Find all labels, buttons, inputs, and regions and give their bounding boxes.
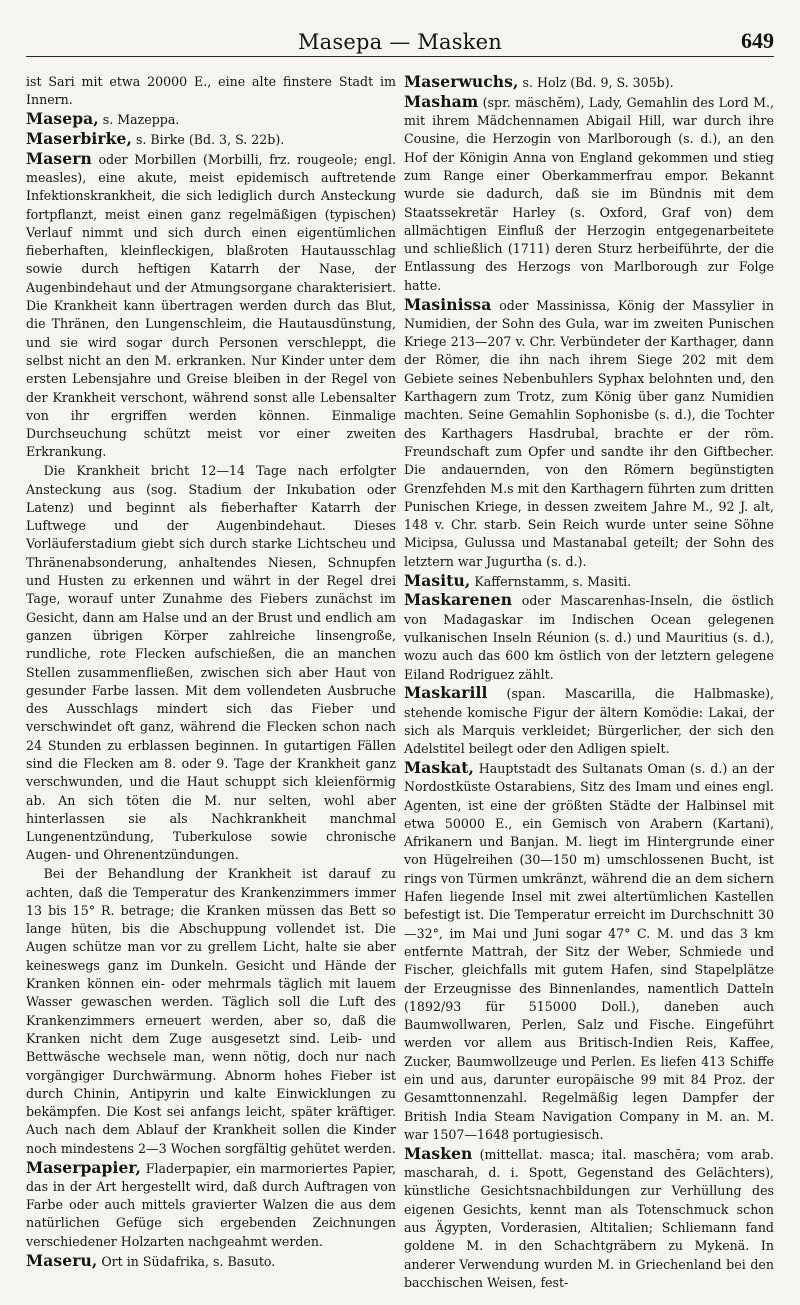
entry-text: s. Holz (Bd. 9, S. 305b). <box>518 75 674 90</box>
entry-headword: Maskat, <box>404 757 474 777</box>
entry-headword: Maserwuchs, <box>404 72 519 91</box>
entry-text: (span. Mascarilla, die Halbmaske), stehende komische Figur der ältern Komödie: Lakai, der sich als Marquis verkleidet; Bürgerlicher, der sich den Adelstitel beilegt oder den Adligen spielt. <box>404 686 774 757</box>
text-columns <box>26 73 774 1292</box>
entry-text: (spr. mäschĕm), Lady, Gemahlin des Lord M., mit ihrem Mädchennamen Abigail Hill, war durch ihre Cousine, die Herzogin von Marlborough (s. d.), an den Hof der Königin Anna von England gekommen und stieg zum Range einer Oberkammerfrau empor. Bekannt wurde sie dadurch, daß sie im Bündnis mit dem Staatssekretär Harley (s. Oxford, Graf von) dem allmächtigen Einfluß der Herzogin entgegenarbeitete und schließlich (1711) deren Sturz herbeiführte, der die Entlassung des Herzogs von Marlborough zur Folge hatte. <box>404 94 774 293</box>
page-header <box>26 12 774 57</box>
entry-text: s. Birke (Bd. 3, S. 22b). <box>131 131 285 147</box>
entry-text: Kaffernstamm, s. Masiti. <box>470 573 632 589</box>
entry-text: Ort in Südafrika, s. Basuto. <box>97 1253 276 1269</box>
entry-text: Bei der Behandlung der Krankheit ist darauf zu achten, daß die Temperatur des Krankenzimmers immer 13 bis 15° R. betrage; die Kranken müssen das Bett so lange hüten, bis die Abschuppung vollendet ist. Die Augen schütze man vor zu grellem Licht, halte sie aber keineswegs ganz im Dunkeln. Gesicht und Hände der Kranken können ein- oder mehrmals täglich mit lauem Wasser gewaschen werden. Täglich soll die Luft des Krankenzimmers erneuert werden, aber so, daß die Kranken nicht dem Zuge ausgesetzt sind. Leib- und Bettwäsche wechsele man, wenn nötig, doch nur nach vorgängiger Durchwärmung. Abnorm hohes Fieber ist durch Chinin, Antipyrin und kalte Einwicklungen zu bekämpfen. Die Kost sei anfangs leicht, später kräftiger. Auch nach dem Ablauf der Krankheit sollen die Kinder noch mindestens 2—3 Wochen sorgfältig gehütet werden. <box>26 866 396 1156</box>
dictionary-entry <box>26 150 396 462</box>
dictionary-entry <box>404 1145 774 1292</box>
page-number: 649 <box>741 28 774 53</box>
dictionary-entry <box>404 591 774 683</box>
entry-text: oder Mascarenhas-Inseln, die östlich von Madagaskar im Indischen Ocean gelegenen vulkanischen Inseln Réunion (s. d.) und Mauritius (s. d.), wozu auch das 600 km östlich von der letztern gelegene Eiland Rodriguez zählt. <box>404 593 774 682</box>
entry-text: (mittellat. masca; ital. maschĕra; vom arab. mascharah, d. i. Spott, Gegenstand des Gelächters), künstliche Gesichtsnachbildungen zur Verhüllung des eigenen Gesichts, kennt man als Totenschmuck schon aus Ägypten, Vorderasien, Altitalien; Schliemann fand goldene M. in den Schachtgräbern zu Mykenä. In anderer Verwendung wurden M. in Griechenland bei den bacchischen Weisen, fest- <box>404 1146 774 1290</box>
entry-paragraph <box>26 865 396 1158</box>
dictionary-entry <box>404 296 774 571</box>
entry-text: s. Mazeppa. <box>98 112 180 128</box>
entry-paragraph <box>26 462 396 865</box>
entry-text: oder Morbillen (Morbilli, frz. rougeole; engl. measles), eine akute, meist epidemisch auftretende Infektionskrankheit, die sich lediglich durch Ansteckung fortpflanzt, meist einen ganz regelmäßigen (typischen) Verlauf nimmt und sich durch einen eigentümlichen fieberhaften, kleinfleckigen, blaßroten Hautausschlag sowie durch heftigen Katarrh der Nase, der Augenbindehaut und der Atmungsorgane charakterisiert. Die Krankheit kann übertragen werden durch das Blut, die Thränen, den Lungenschleim, die Hautausdünstung, und sie wird sogar durch Personen verschleppt, die selbst nicht an den M. erkranken. Nur Kinder unter dem ersten Lebensjahre und Greise bleiben in der Regel von der Krankheit verschont, während sonst alle Lebensalter von ihr ergriffen werden können. Einmalige Durchseuchung schützt meist vor einer zweiten Erkrankung. <box>26 151 396 460</box>
dictionary-entry <box>404 684 774 758</box>
entry-headword: Maserpapier, <box>26 1157 142 1177</box>
entry-headword: Masinissa <box>404 294 492 314</box>
dictionary-entry <box>404 759 774 1144</box>
entry-text: Hauptstadt des Sultanats Oman (s. d.) an der Nordostküste Ostarabiens, Sitz des Imam und eines engl. Agenten, ist eine der größten Städte der Halbinsel mit etwa 50000 E., ein Gemisch von Arabern (Kartani), Afrikanern und Banjan. M. liegt im Hintergrunde einer von Hügelreihen (30—150 m) umschlossenen Bucht, ist rings von Türmen umkränzt, während die an dem sichern Hafen liegende Insel mit zwei altertümlichen Kastellen befestigt ist. Die Temperatur erreicht im Durchschnitt 30—32°, im Mai und Juni sogar 47° C. M. und das 3 km entfernte Mattrah, der Sitz der Weber, Schmiede und Fischer, gleichfalls mit gutem Hafen, sind Stapelplätze der Erzeugnisse des Binnenlandes, namentlich Datteln (1892/93 für 515000 Doll.), daneben auch Baumwollwaren, Perlen, Salz und Fische. Eingeführt werden vor allem aus Britisch-Indien Reis, Kaffee, Zucker, Baumwollzeuge und Perlen. Es liefen 413 Schiffe ein und aus, darunter europäische 99 mit 84 Proz. der Gesamttonnenzahl. Regelmäßig legen Dampfer der British India Steam Navigation Company in M. an. M. war 1507—1648 portugiesisch. <box>404 760 774 1142</box>
entry-headword: Maskarenen <box>404 590 513 610</box>
entry-headword: Maseru, <box>26 1250 98 1270</box>
entry-headword: Masitu, <box>404 570 471 590</box>
running-title: Masepa — Masken <box>297 30 503 54</box>
entry-headword: Masham <box>404 91 479 111</box>
right-column <box>404 73 774 1292</box>
left-column <box>26 73 396 1292</box>
entry-headword: Maskarill <box>404 683 488 703</box>
dictionary-entry <box>26 1252 396 1271</box>
entry-text: oder Massinissa, König der Massylier in Numidien, der Sohn des Gula, war im zweiten Punischen Kriege 213—207 v. Chr. Verbündeter der Karthager, dann der Römer, die ihn nach ihrem Siege 202 mit dem Gebiete seines Nebenbuhlers Syphax belohnten und, den Karthagern zum Trotz, zum König über ganz Numidien machten. Seine Gemahlin Sophonisbe (s. d.), die Tochter des Karthagers Hasdrubal, brachte er der röm. Freundschaft zum Opfer und sandte ihr den Giftbecher. Die andauernden, von den Römern begünstigten Grenzfehden M.s mit den Karthagern führten zum dritten Punischen Kriege, in dessen zweitem Jahre M., 92 J. alt, 148 v. Chr. starb. Sein Reich wurde unter seine Söhne Micipsa, Gulussa und Mastanabal geteilt; der Sohn des letztern war Jugurtha (s. d.). <box>404 297 774 569</box>
entry-headword: Masern <box>26 148 92 168</box>
entry-paragraph <box>26 73 396 110</box>
entry-headword: Maserbirke, <box>26 128 132 148</box>
entry-headword: Masepa, <box>26 109 99 129</box>
dictionary-entry <box>26 130 396 149</box>
dictionary-entry <box>404 572 774 591</box>
entry-headword: Masken <box>404 1143 473 1163</box>
dictionary-entry <box>404 93 774 295</box>
dictionary-entry <box>26 1159 396 1251</box>
entry-text: Fladerpapier, ein marmoriertes Papier, das in der Art hergestellt wird, daß durch Auftragen von Farbe oder auch mittels gravierter Walzen die aus dem natürlichen Gefüge sich ergebenden Zeichnungen verschiedener Holzarten nachgeahmt werden. <box>26 1160 396 1249</box>
dictionary-entry <box>404 73 774 92</box>
dictionary-entry <box>26 110 396 129</box>
entry-text: Die Krankheit bricht 12—14 Tage nach erfolgter Ansteckung aus (sog. Stadium der Inkubation oder Latenz) und beginnt als fieberhafter Katarrh der Luftwege und der Augenbindehaut. Dieses Vorläuferstadium giebt sich durch starke Lichtscheu und Thränenabsonderung, anhaltendes Niesen, Schnupfen und Husten zu erkennen und währt in der Regel drei Tage, worauf unter Zunahme des Fiebers zunächst im Gesicht, dann am Halse und an der Brust und endlich am ganzen übrigen Körper zahlreiche linsengroße, rundliche, rote Flecken aufschießen, die an manchen Stellen zusammenfließen, zwischen sich aber Haut von gesunder Farbe lassen. Mit dem vollendeten Ausbruche des Ausschlags mindert sich das Fieber und verschwindet oft ganz, während die Flecken schon nach 24 Stunden zu erblassen beginnen. In gutartigen Fällen sind die Flecken am 8. oder 9. Tage der Krankheit ganz verschwunden, und die Haut schuppt sich kleienförmig ab. An sich töten die M. nur selten, wohl aber hinterlassen sie als Nachkrankheit manchmal Lungenentzündung, Tuberkulose sowie chronische Augen- und Ohrenentzündungen. <box>26 463 396 863</box>
entry-text: ist Sari mit etwa 20000 E., eine alte finstere Stadt im Innern. <box>26 74 396 108</box>
